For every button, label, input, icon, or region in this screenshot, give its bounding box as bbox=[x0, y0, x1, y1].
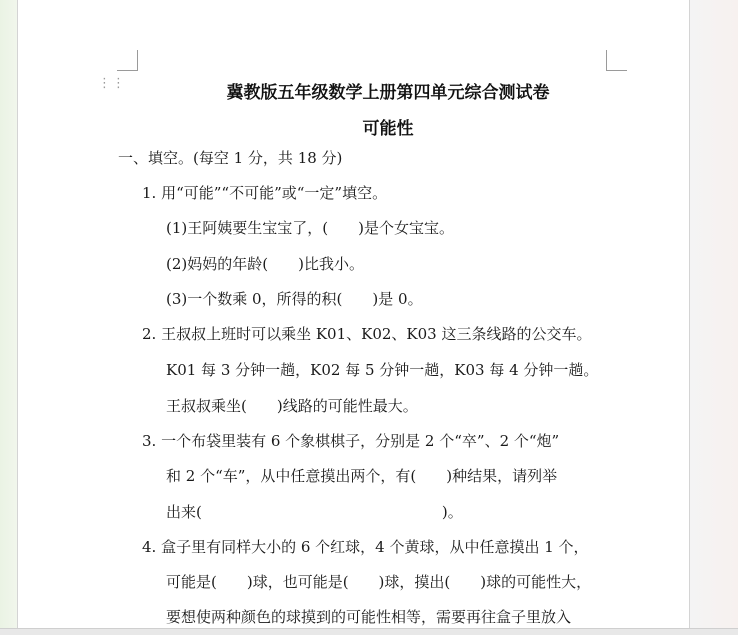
question-3-line-2: 和 2 个“车”，从中任意摸出两个，有( )种结果，请列举 bbox=[166, 467, 558, 485]
question-4-line-3: 要想使两种颜色的球摸到的可能性相等，需要再往盒子里放入 bbox=[166, 608, 572, 626]
question-3-line-1: 3. 一个布袋里装有 6 个象棋棋子，分别是 2 个“卒”、2 个“炮” bbox=[142, 432, 560, 450]
document-title: 冀教版五年级数学上册第四单元综合测试卷 bbox=[226, 83, 550, 103]
question-3-line-3: 出来( )。 bbox=[166, 503, 463, 521]
question-4-line-1: 4. 盒子里有同样大小的 6 个红球，4 个黄球，从中任意摸出 1 个， bbox=[142, 538, 589, 556]
left-margin-background bbox=[0, 0, 17, 634]
section-heading: 一、填空。(每空 1 分，共 18 分) bbox=[118, 149, 343, 167]
question-1-part-b: (2)妈妈的年龄( )比我小。 bbox=[166, 255, 364, 273]
margin-corner-top-right bbox=[606, 50, 627, 71]
question-1-part-a: (1)王阿姨要生宝宝了，( )是个女宝宝。 bbox=[166, 219, 454, 237]
question-1-part-c: (3)一个数乘 0，所得的积( )是 0。 bbox=[166, 290, 423, 308]
question-4-line-2: 可能是( )球，也可能是( )球，摸出( )球的可能性大， bbox=[166, 573, 592, 591]
document-subtitle: 可能性 bbox=[362, 119, 414, 139]
question-2-line-3: 王叔叔乘坐( )线路的可能性最大。 bbox=[166, 397, 418, 415]
question-2-line-1: 2. 王叔叔上班时可以乘坐 K01、K02、K03 这三条线路的公交车。 bbox=[142, 325, 592, 343]
question-2-line-2: K01 每 3 分钟一趟，K02 每 5 分钟一趟，K03 每 4 分钟一趟。 bbox=[166, 361, 599, 379]
right-margin-background bbox=[690, 0, 738, 634]
margin-corner-top-left bbox=[117, 50, 138, 71]
question-1-stem: 1. 用“可能”“不可能”或“一定”填空。 bbox=[142, 184, 388, 202]
drag-handle-icon[interactable]: ⋮⋮ bbox=[98, 76, 126, 91]
document-page[interactable] bbox=[17, 0, 690, 634]
